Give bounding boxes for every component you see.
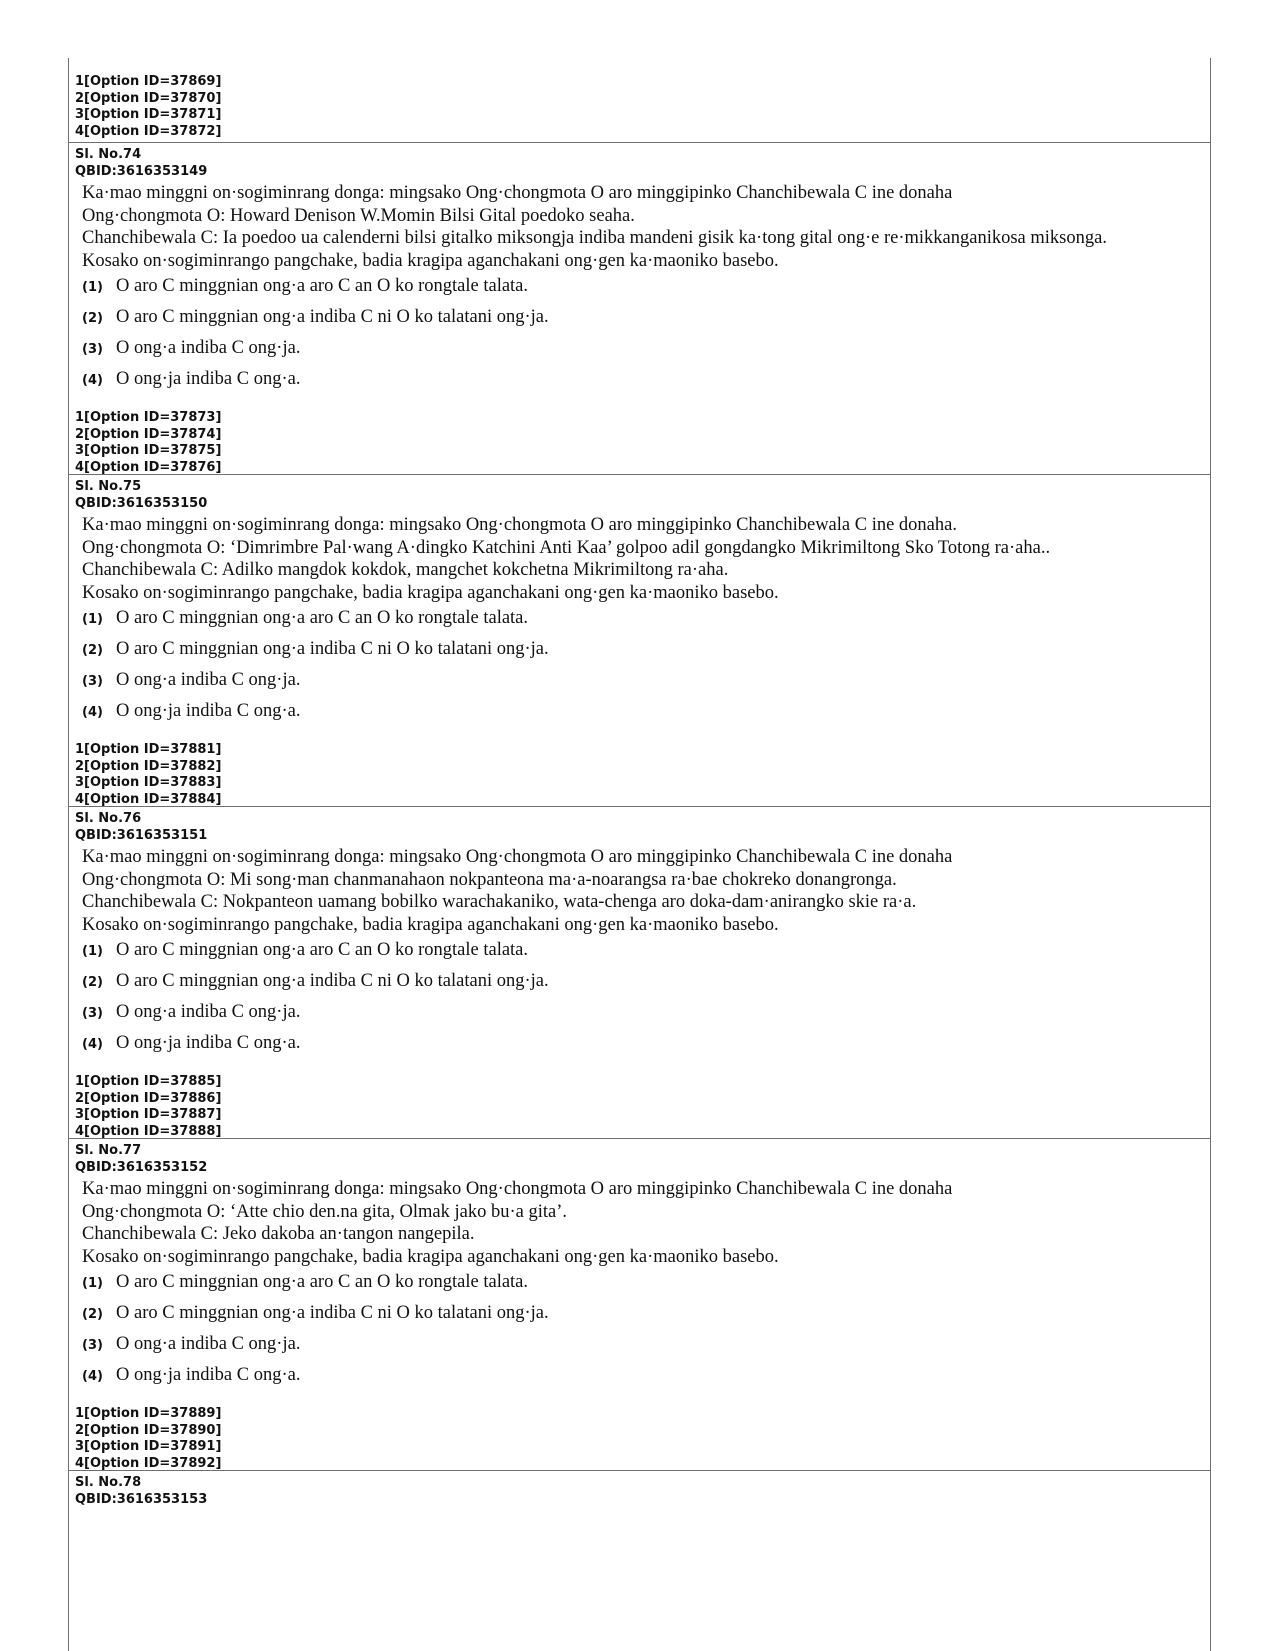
question-line: Ong·chongmota O: ‘Atte chio den.na gita, Olmak jako bu·a gita’.: [82, 1201, 567, 1222]
option-text: O aro C minggnian ong·a aro C an O ko rongtale talata.: [116, 276, 529, 296]
option-number: (3): [82, 1338, 103, 1353]
option-number: (4): [82, 1037, 103, 1052]
question-text: [75, 182, 1210, 272]
option-row: [75, 639, 1210, 670]
option-id: 2[Option ID=37882]: [75, 758, 222, 774]
option-number: (2): [82, 311, 103, 326]
option-number: (1): [82, 944, 103, 959]
option-text: O ong·a indiba C ong·ja.: [116, 1002, 301, 1022]
option-ids: [75, 742, 1210, 808]
question-text: [75, 1178, 1210, 1268]
option-text: O aro C minggnian ong·a indiba C ni O ko talatani ong·ja.: [116, 971, 549, 991]
option-id: 4[Option ID=37892]: [75, 1455, 222, 1471]
option-text: O ong·ja indiba C ong·a.: [116, 1365, 301, 1385]
option-row: [75, 701, 1210, 732]
question-line: Kosako on·sogiminrango pangchake, badia kragipa aganchakani ong·gen ka·maoniko basebo.: [82, 250, 779, 271]
option-text: O ong·ja indiba C ong·a.: [116, 1033, 301, 1053]
option-number: (1): [82, 612, 103, 627]
question-line: Ong·chongmota O: Mi song·man chanmanahaon nokpanteona ma·a-noarangsa ra·bae chokreko donangronga.: [82, 869, 897, 890]
option-number: (3): [82, 1006, 103, 1021]
question-line: Ong·chongmota O: ‘Dimrimbre Pal·wang A·dingko Katchini Anti Kaa’ golpoo adil gongdangko Mikrimiltong Sko Totong ra·aha..: [82, 537, 1051, 558]
option-id: 1[Option ID=37869]: [75, 74, 222, 89]
option-text: O aro C minggnian ong·a aro C an O ko rongtale talata.: [116, 940, 529, 960]
qbid: QBID:3616353151: [75, 827, 208, 843]
option-id: 3[Option ID=37883]: [75, 775, 222, 790]
option-id: 3[Option ID=37891]: [75, 1439, 222, 1454]
option-number: (2): [82, 643, 103, 658]
option-row: [75, 1002, 1210, 1033]
option-text: O aro C minggnian ong·a indiba C ni O ko talatani ong·ja.: [116, 1303, 549, 1323]
option-id: 4[Option ID=37876]: [75, 459, 222, 475]
question-line: Ka·mao minggni on·sogiminrang donga: mingsako Ong·chongmota O aro minggipinko Chanchibewala C ine donaha: [82, 1179, 953, 1199]
option-number: (2): [82, 975, 103, 990]
option-id: 3[Option ID=37887]: [75, 1107, 222, 1122]
option-id: 1[Option ID=37873]: [75, 410, 222, 425]
option-number: (4): [82, 705, 103, 720]
qbid: QBID:3616353149: [75, 163, 208, 179]
option-row: [75, 1365, 1210, 1396]
option-id: 4[Option ID=37888]: [75, 1123, 222, 1139]
qbid: QBID:3616353152: [75, 1159, 208, 1175]
option-id: 1[Option ID=37889]: [75, 1406, 222, 1421]
question-line: Chanchibewala C: Adilko mangdok kokdok, mangchet kokchetna Mikrimiltong ra·aha.: [82, 560, 729, 580]
option-row: [75, 369, 1210, 400]
option-row: [75, 940, 1210, 971]
option-number: (3): [82, 342, 103, 357]
option-id: 3[Option ID=37875]: [75, 443, 222, 458]
question-line: Chanchibewala C: Ia poedoo ua calenderni bilsi gitalko miksongja indiba mandeni gisik ka·tong gital ong·e re·mikkanganikosa miksonga.: [82, 228, 1107, 248]
serial-number: Sl. No.77: [75, 1143, 142, 1158]
question-text: [75, 846, 1210, 936]
option-ids: [75, 1074, 1210, 1140]
option-text: O ong·ja indiba C ong·a.: [116, 701, 301, 721]
question-block-75: [69, 479, 1210, 808]
question-paper-frame: [68, 58, 1211, 1651]
option-text: O ong·ja indiba C ong·a.: [116, 369, 301, 389]
option-row: [75, 1303, 1210, 1334]
question-line: Kosako on·sogiminrango pangchake, badia kragipa aganchakani ong·gen ka·maoniko basebo.: [82, 1246, 779, 1267]
option-text: O aro C minggnian ong·a indiba C ni O ko talatani ong·ja.: [116, 639, 549, 659]
qbid: QBID:3616353153: [75, 1491, 208, 1507]
question-line: Chanchibewala C: Nokpanteon uamang bobilko warachakaniko, wata-chenga aro doka-dam·anirangko skie ra·a.: [82, 892, 917, 912]
option-id: 1[Option ID=37885]: [75, 1074, 222, 1089]
divider: [69, 1470, 1210, 1471]
qbid: QBID:3616353150: [75, 495, 208, 511]
option-id: 2[Option ID=37874]: [75, 426, 222, 442]
question-block-78: [69, 1475, 1210, 1508]
question-text: [75, 514, 1210, 604]
question-block-74: [69, 147, 1210, 476]
option-id: 2[Option ID=37886]: [75, 1090, 222, 1106]
option-row: [75, 971, 1210, 1002]
option-text: O aro C minggnian ong·a indiba C ni O ko talatani ong·ja.: [116, 307, 549, 327]
option-text: O ong·a indiba C ong·ja.: [116, 1334, 301, 1354]
option-row: [75, 1334, 1210, 1365]
option-id: 4[Option ID=37884]: [75, 791, 222, 807]
option-ids: [75, 410, 1210, 476]
option-id: 4[Option ID=37872]: [75, 123, 222, 139]
option-number: (2): [82, 1307, 103, 1322]
option-id: 3[Option ID=37871]: [75, 107, 222, 122]
option-id: 2[Option ID=37870]: [75, 90, 222, 106]
question-line: Kosako on·sogiminrango pangchake, badia kragipa aganchakani ong·gen ka·maoniko basebo.: [82, 582, 779, 603]
serial-number: Sl. No.78: [75, 1475, 142, 1490]
serial-number: Sl. No.75: [75, 479, 142, 494]
divider: [69, 474, 1210, 475]
divider: [69, 142, 1210, 143]
option-row: [75, 608, 1210, 639]
question-line: Ka·mao minggni on·sogiminrang donga: mingsako Ong·chongmota O aro minggipinko Chanchibewala C ine donaha.: [82, 515, 957, 535]
serial-number: Sl. No.74: [75, 147, 142, 162]
option-text: O aro C minggnian ong·a aro C an O ko rongtale talata.: [116, 608, 529, 628]
question-line: Ong·chongmota O: Howard Denison W.Momin Bilsi Gital poedoko seaha.: [82, 205, 635, 226]
divider: [69, 806, 1210, 807]
option-row: [75, 338, 1210, 369]
question-line: Ka·mao minggni on·sogiminrang donga: mingsako Ong·chongmota O aro minggipinko Chanchibewala C ine donaha: [82, 183, 953, 203]
option-row: [75, 670, 1210, 701]
option-text: O aro C minggnian ong·a aro C an O ko rongtale talata.: [116, 1272, 529, 1292]
option-id: 1[Option ID=37881]: [75, 742, 222, 757]
option-row: [75, 1272, 1210, 1303]
question-line: Kosako on·sogiminrango pangchake, badia kragipa aganchakani ong·gen ka·maoniko basebo.: [82, 914, 779, 935]
option-text: O ong·a indiba C ong·ja.: [116, 670, 301, 690]
divider: [69, 1138, 1210, 1139]
option-number: (1): [82, 1276, 103, 1291]
option-number: (1): [82, 280, 103, 295]
option-number: (4): [82, 373, 103, 388]
option-ids: [75, 1406, 1210, 1472]
serial-number: Sl. No.76: [75, 811, 142, 826]
option-id: 2[Option ID=37890]: [75, 1422, 222, 1438]
question-line: Chanchibewala C: Jeko dakoba an·tangon nangepila.: [82, 1224, 475, 1244]
question-block-76: [69, 811, 1210, 1140]
question-line: Ka·mao minggni on·sogiminrang donga: mingsako Ong·chongmota O aro minggipinko Chanchibewala C ine donaha: [82, 847, 953, 867]
option-row: [75, 307, 1210, 338]
option-number: (3): [82, 674, 103, 689]
option-row: [75, 276, 1210, 307]
top-option-ids: [69, 74, 1210, 140]
option-text: O ong·a indiba C ong·ja.: [116, 338, 301, 358]
option-row: [75, 1033, 1210, 1064]
option-number: (4): [82, 1369, 103, 1384]
question-block-77: [69, 1143, 1210, 1472]
